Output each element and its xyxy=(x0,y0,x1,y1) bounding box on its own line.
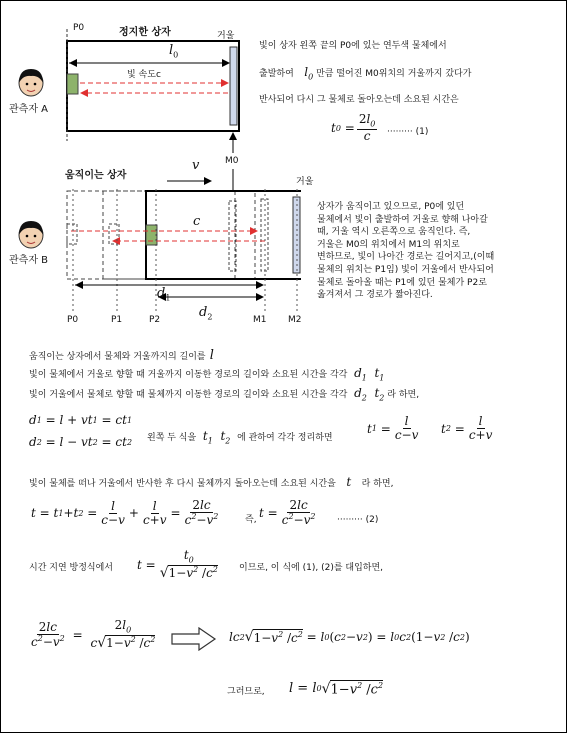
m0-label: M0 xyxy=(225,156,239,166)
text-b-line: 물체에서 빛이 출발하여 거울로 향해 나아갈 xyxy=(317,214,488,225)
time-dilation-equation: t = $\frac{t_0}{√1-v^2 /c^2}$ xyxy=(137,548,218,582)
body-line5b: 이므로, 이 식에 (1), (2)를 대입하면, xyxy=(239,563,384,573)
p0-label-a: P0 xyxy=(73,23,85,33)
body-line2: 빛이 물체에서 거울로 향할 때 거울까지 이동한 경로의 길이와 소요된 시간을 각각 $d_1$ $t_1$ xyxy=(29,366,385,383)
mirror-label-b: 거울 xyxy=(296,177,314,187)
equation-2: t = $\frac{2lc}{c^2-v^2}$ xyxy=(259,498,316,528)
body-line5: 시간 지연 방정식에서 xyxy=(29,563,113,573)
moving-box xyxy=(146,191,301,279)
d2-label: $d_2$ xyxy=(199,305,213,322)
length-contraction-equation: l = l 0 √ $1-v^2$ $/c^2$ xyxy=(289,680,384,698)
text-b-line: 상자가 움직이고 있으므로, P0에 있던 xyxy=(317,202,465,212)
therefore-label: 그러므로, xyxy=(227,687,265,697)
equation-mid-text: 왼쪽 두 식을 $t_1$ $t_2$ 에 관하여 각각 정리하면 xyxy=(147,429,333,446)
equation-t2: t 2 = $\frac{l}{c+v}$ xyxy=(441,414,493,443)
light-speed-label: 빛 속도c xyxy=(127,70,161,80)
text-b-line: 옮겨져서 그 경로가 짧아진다. xyxy=(317,290,433,301)
text-b-paragraph xyxy=(317,201,494,302)
observer-b-label: 관측자 B xyxy=(9,255,49,266)
green-object-b xyxy=(146,225,157,245)
green-object xyxy=(67,74,78,94)
right-arrow-icon xyxy=(171,627,217,651)
substitution-equation: $\frac{2lc}{c^2-v^2}$ = $\frac{2l_0}{c√1-v^2 /c^2}$ xyxy=(31,618,156,652)
text-a-line2: 출발하여 $l_0$ 만큼 떨어진 M0위치의 거울까지 갔다가 xyxy=(259,65,472,82)
velocity-v-label: v xyxy=(192,158,200,173)
equation-2-tag: ········· (2) xyxy=(337,515,379,525)
body-line3: 빛이 거울에서 물체로 향할 때 물체까지 이동한 경로의 길이와 소요된 시간을 각각 $d_2$ $t_2$ 라 하면, xyxy=(29,386,420,403)
text-b-line: 거울은 M0의 위치에서 M1의 위치로 xyxy=(317,239,460,250)
length-l0-label: $l_0$ xyxy=(169,43,179,60)
observer-b-avatar xyxy=(15,219,49,253)
equation-1-tag: ········· (1) xyxy=(387,127,429,137)
pos-label-m1: M1 xyxy=(253,315,267,325)
body-line4: 빛이 물체를 떠나 거울에서 반사한 후 다시 물체까지 돌아오는데 소요된 시간을 t 라 하면, xyxy=(29,475,394,489)
observer-a-avatar xyxy=(15,67,49,101)
pos-label-p1: P1 xyxy=(111,315,123,325)
text-a-line1: 빛이 상자 왼쪽 끝의 P0에 있는 연두색 물체에서 xyxy=(259,41,447,51)
equation-1: t 0 = $\frac{2l_0}{c}$ xyxy=(331,112,376,144)
mirror-label-a: 거울 xyxy=(217,31,235,41)
light-c-label: c xyxy=(193,214,201,229)
d1-label: $d_1$ xyxy=(157,286,171,303)
observer-a-label: 관측자 A xyxy=(9,104,48,115)
text-b-line: 물체의 위치는 P1임) 빛이 거울에서 반사되어 xyxy=(317,264,494,275)
text-a-line3: 반사되어 다시 그 물체로 돌아오는데 소요된 시간은 xyxy=(259,95,459,105)
text-b-line: 때, 거울 역시 오른쪽으로 움직인다. 즉, xyxy=(317,227,471,238)
text-b-line: 변하므로, 빛이 나아간 경로는 길어지고,(이때 xyxy=(317,252,495,263)
result-equation: lc 2 √ $1-v^2$ $/c^2$ = l 0 ( c 2 − v 2 ) = l 0 c 2 (1− v 2 / c 2 ) xyxy=(229,629,470,645)
body-line1: 움직이는 상자에서 물체와 거울까지의 길이를 l xyxy=(29,348,214,363)
stationary-box-title: 정지한 상자 xyxy=(119,27,171,38)
moving-box-title: 움직이는 상자 xyxy=(65,170,127,181)
pos-label-p0: P0 xyxy=(67,315,79,325)
pos-label-p2: P2 xyxy=(149,315,161,325)
equation-2-ie: 즉, xyxy=(245,515,257,525)
equation-d2: d 2 = l − vt 2 = ct 2 xyxy=(29,435,133,449)
equation-t1: t 1 = $\frac{l}{c-v}$ xyxy=(367,414,419,443)
stationary-box xyxy=(67,41,239,131)
text-b-line: 물체로 돌아올 때는 P1에 있던 물체가 P2로 xyxy=(317,277,487,288)
equation-d1: d 1 = l + vt 1 = ct 1 xyxy=(29,413,133,427)
equation-total-time: t = t 1 + t 2 = $\frac{l}{c-v}$ + $\frac{l}{c+v}$ = $\frac{2lc}{c^2-v^2}$ xyxy=(31,498,219,528)
mirror-a xyxy=(230,47,237,125)
pos-label-m2: M2 xyxy=(288,315,302,325)
